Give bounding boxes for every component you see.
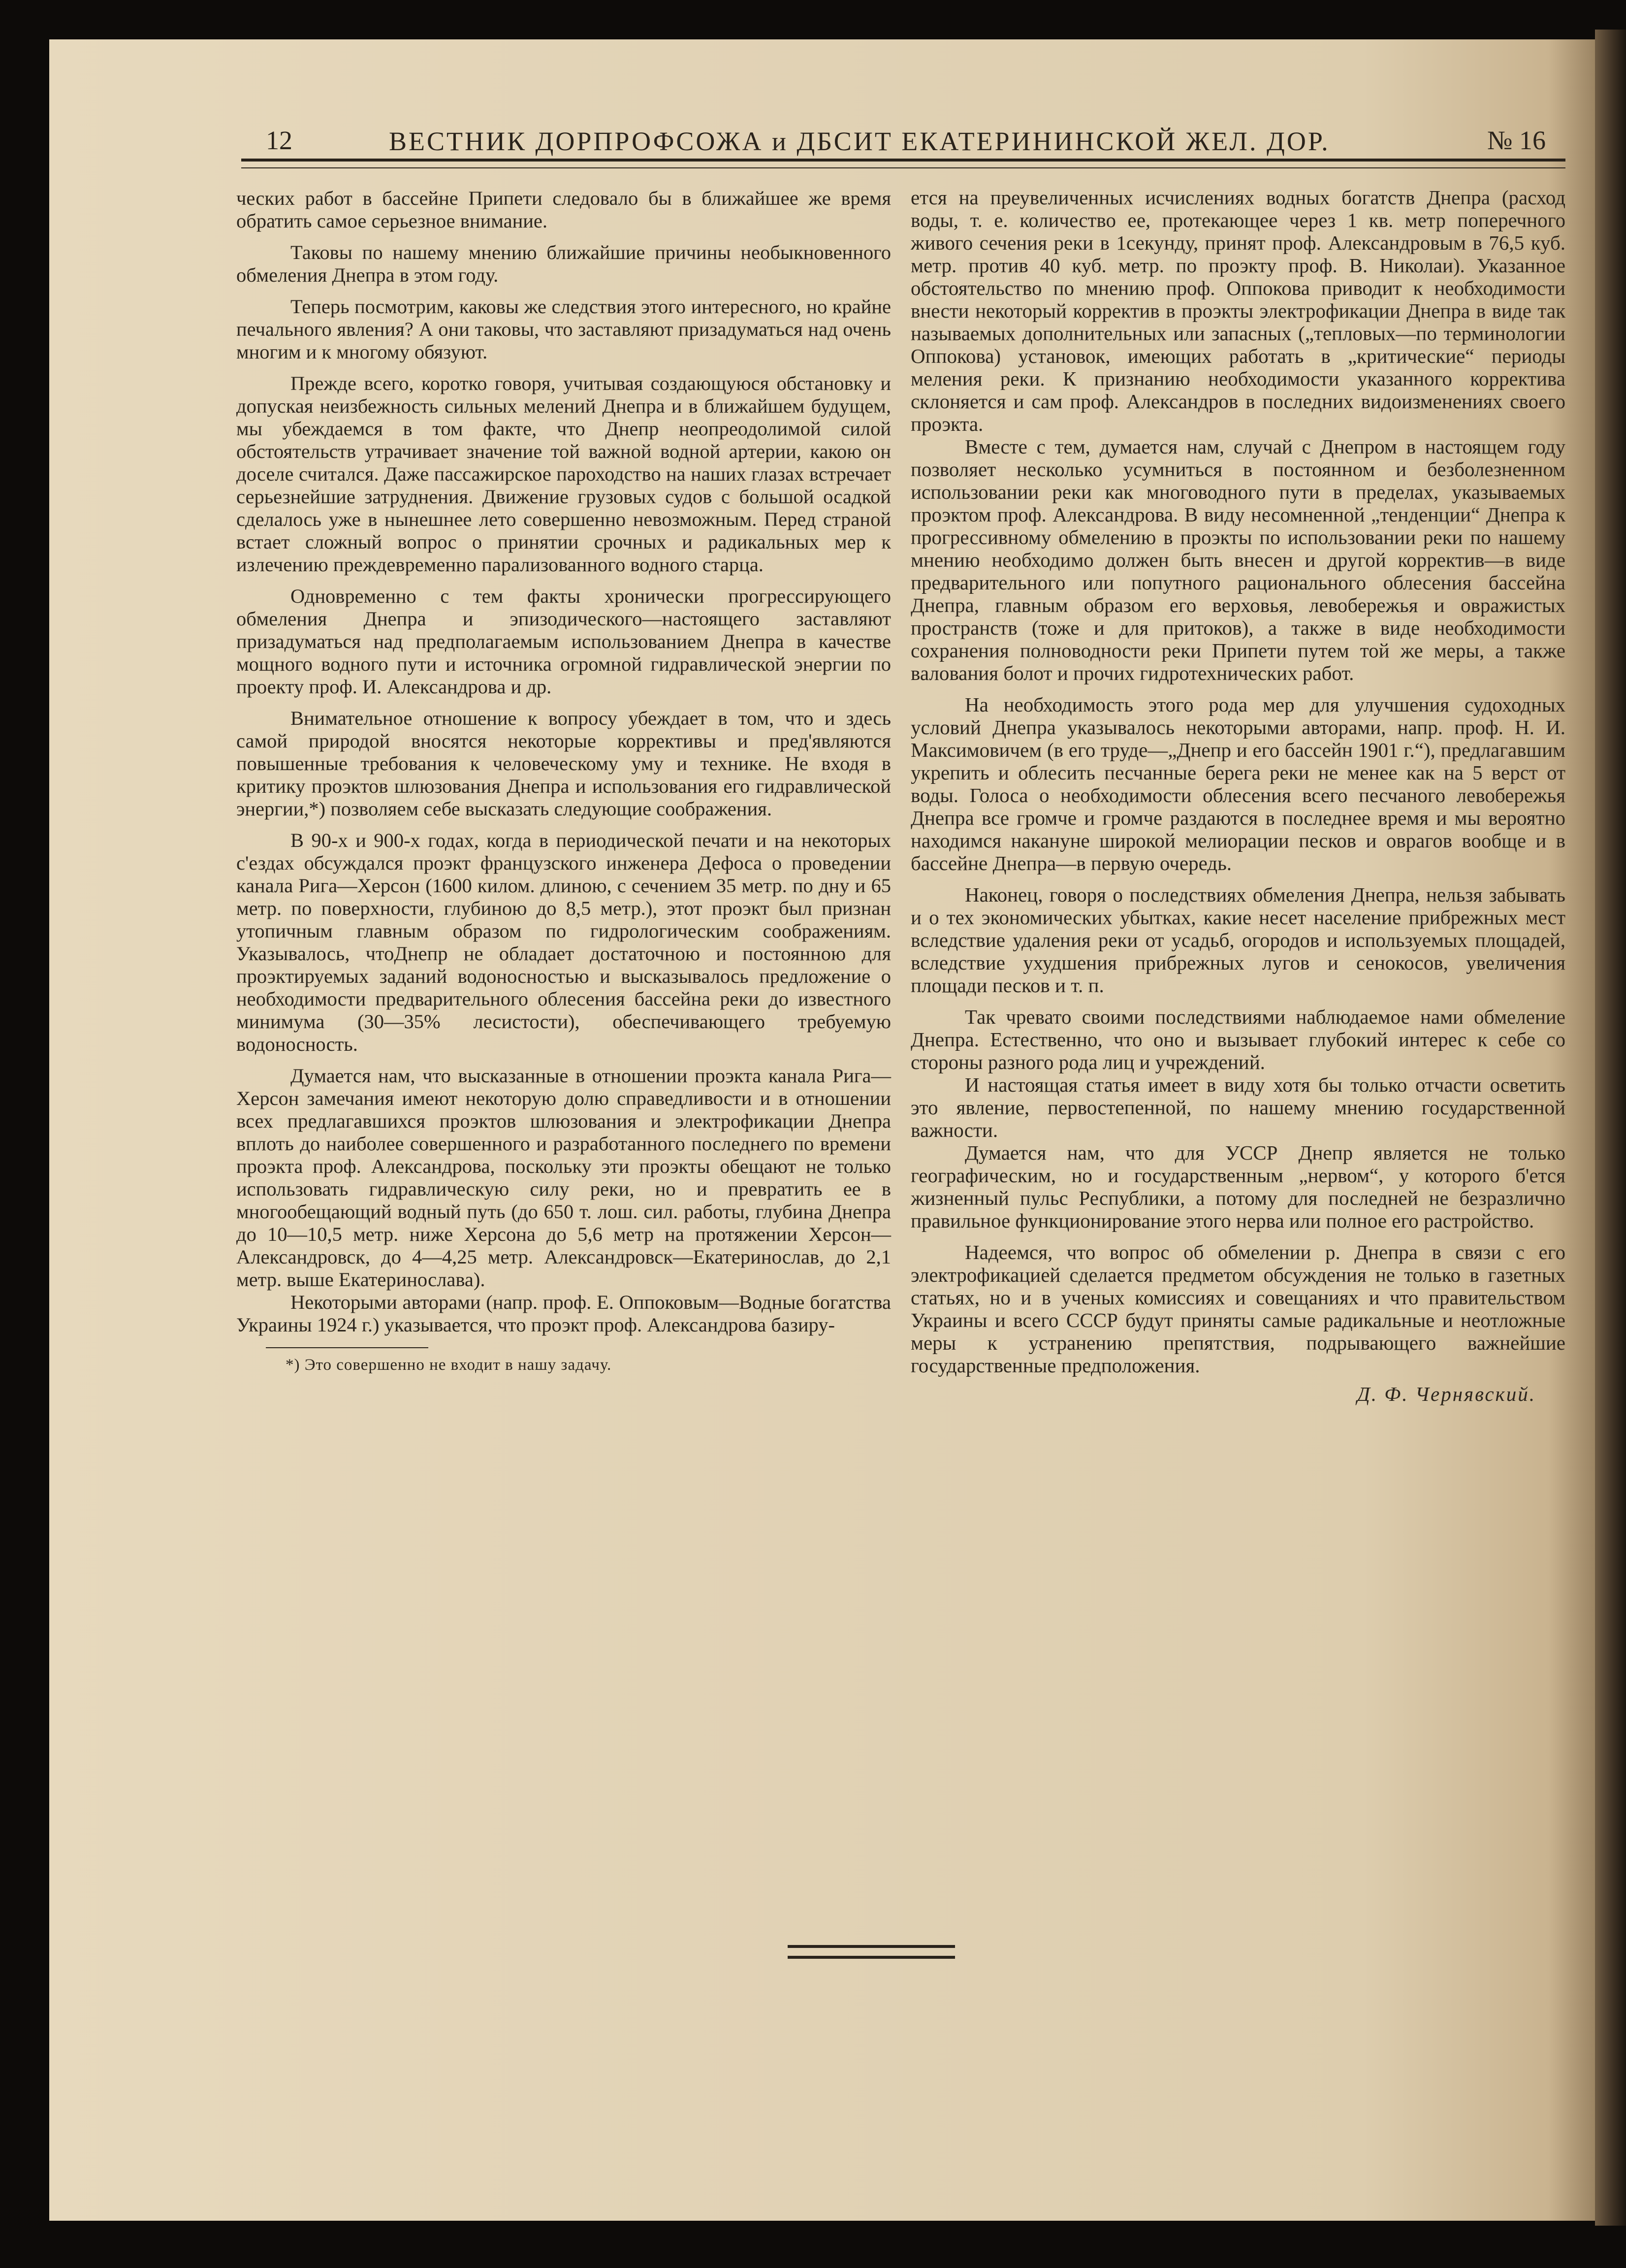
footnote-rule xyxy=(266,1347,428,1348)
issue-number: № 16 xyxy=(1487,126,1546,155)
paragraph: На необходимость этого рода мер для улучшения судоходных условий Днепра указывалось некоторыми авторами, напр. проф. Н. И. Максимовичем (в его труде—„Днепр и его бассейн 1901 г.“), предлагавшим укрепить и облесить песчанные берега реки не менее как на 5 верст от воды. Голоса о необходимости облесения всего песчаного левобережья Днепра все громче и громче раздаются в последнее время и мы вероятно находимся накануне широкой мелиорации песков и оврагов вообще и в бассейне Днепра—в первую очередь. xyxy=(911,693,1565,875)
page-number: 12 xyxy=(266,126,292,155)
paragraph: В 90-х и 900-х годах, когда в периодической печати и на некоторых с'ездах обсуждался проэкт французского инженера Дефоса о проведении канала Рига—Херсон (1600 килом. длиною, с сечением 35 метр. по дну и 65 метр. по поверхности, глубиною до 8,5 метр.), этот проэкт был признан утопичным главным образом по гидрологическим соображениям. Указывалось, чтоДнепр не обладает достаточною и постоянною для проэктируемых заданий водоносностью и высказывалось предложение о необходимости предварительного облесения бассейна реки до известного минимума (30—35% лесистости), обеспечивающего требуемую водоносность. xyxy=(236,829,891,1055)
right-column xyxy=(911,186,1565,1405)
paragraph: Некоторыми авторами (напр. проф. Е. Оппоковым—Водные богатства Украины 1924 г.) указывается, что проэкт проф. Александрова базиру- xyxy=(236,1291,891,1336)
footnote: *) Это совершенно не входит в нашу задачу. xyxy=(286,1356,612,1374)
paragraph: Теперь посмотрим, каковы же следствия этого интересного, но крайне печального явления? А они таковы, что заставляют призадуматься над очень многим и к многому обязуют. xyxy=(236,295,891,363)
page-header xyxy=(241,123,1561,162)
header-rule xyxy=(241,159,1565,168)
left-column xyxy=(236,187,891,1375)
paragraph: Надеемся, что вопрос об обмелении р. Днепра в связи с его электрофикацией сделается предметом обсуждения не только в газетных статьях, но и в ученых комиссиях и совещаниях и что правительством Украины и всего СССР будут приняты самые радикальные и неотложные меры к устранению препятствия, подрывающего важнейшие государственные предположения. xyxy=(911,1241,1565,1377)
paragraph: Внимательное отношение к вопросу убеждает в том, что и здесь самой природой вносятся некоторые коррективы и пред'являются повышенные требования к человеческому уму и технике. Не входя в критику проэктов шлюзования Днепра и использования его гидравлической энергии,*) позволяем себе высказать следующие соображения. xyxy=(236,707,891,820)
paragraph: Наконец, говоря о последствиях обмеления Днепра, нельзя забывать и о тех экономических убытках, какие несет население прибрежных мест вследствие удаления реки от усадьб, огородов и используемых площадей, вследствие ухудшения прибрежных лугов и сенокосов, увеличения площади песков и т. п. xyxy=(911,883,1565,997)
paragraph: Думается нам, что высказанные в отношении проэкта канала Рига—Херсон замечания имеют некоторую долю справедливости и в отношении всех предлагавшихся проэктов шлюзования и электрофикации Днепра вплоть до наиболее совершенного и разработанного последнего по времени проэкта проф. Александрова, поскольку эти проэкты обещают не только использовать гидравлическую силу реки, но и превратить ее в многообещающий водный путь (до 650 т. лош. сил. работы, глубина Днепра до 10—10,5 метр. ниже Херсона до 5,6 метр на протяжении Херсон—Александровск, до 4—4,25 метр. Александровск—Екатеринослав, до 2,1 метр. выше Екатеринослава). xyxy=(236,1065,891,1291)
binding-spine xyxy=(1595,30,1626,2226)
paragraph: ется на преувеличенных исчислениях водных богатств Днепра (расход воды, т. е. количество ее, протекающее через 1 кв. метр поперечного живого сечения реки в 1секунду, принят проф. Александровым в 76,5 куб. метр. против 40 куб. метр. по проэкту проф. В. Николаи). Указанное обстоятельство по мнению проф. Оппокова приводит к необходимости внести некоторый корректив в проэкты электрофикации Днепра в виде так называемых дополнительных или запасных („тепловых—по терминологии Оппокова) установок, имеющих работать в „критические“ периоды меления реки. К признанию необходимости указанного корректива склоняется и сам проф. Александров в последних видоизменениях своего проэкта. xyxy=(911,186,1565,435)
paragraph: Таковы по нашему мнению ближайшие причины необыкновенного обмеления Днепра в этом году. xyxy=(236,241,891,286)
paragraph: Так чревато своими последствиями наблюдаемое нами обмеление Днепра. Естественно, что оно и вызывает глубокий интерес к себе со стороны разного рода лиц и учреждений. xyxy=(911,1005,1565,1073)
paragraph: Думается нам, что для УССР Днепр является не только географическим, но и государственным „нервом“, у которого б'ется жизненный пульс Республики, а потому для последней не безразлично правильное функционирование этого нерва или полное его растройство. xyxy=(911,1141,1565,1232)
article-end-rule xyxy=(788,1945,955,1959)
paragraph: Вместе с тем, думается нам, случай с Днепром в настоящем году позволяет несколько усумниться в постоянном и безболезненном использовании реки как многоводного пути в пределах, указываемых проэктом проф. Александрова. В виду несомненной „тенденции“ Днепра к прогрессивному обмелению в проэкты по использовании реки по нашему мнению необходимо должен быть внесен и другой корректив—в виде предварительного или попутного рационального облесения бассейна Днепра, главным образом его верховья, левобережья и овражистых пространств (тоже и для притоков), а также в виде необходимости сохранения полноводности реки Припети путем той же меры, а также валования болот и прочих гидротехнических работ. xyxy=(911,435,1565,684)
paragraph: Одновременно с тем факты хронически прогрессирующего обмеления Днепра и эпизодического—настоящего заставляют призадуматься над предполагаемым использованием Днепра в качестве мощного водного пути и источника огромной гидравлической энергии по проекту проф. И. Александрова и др. xyxy=(236,585,891,698)
author-signature: Д. Ф. Чернявский. xyxy=(1357,1383,1536,1405)
paragraph: И настоящая статья имеет в виду хотя бы только отчасти осветить это явление, первостепенной, по нашему мнению государственной важности. xyxy=(911,1073,1565,1141)
journal-title: ВЕСТНИК ДОРПРОФСОЖА и ДБСИТ ЕКАТЕРИНИНСКОЙ ЖЕЛ. ДОР. xyxy=(389,127,1330,156)
paragraph: Прежде всего, коротко говоря, учитывая создающуюся обстановку и допуская неизбежность сильных мелений Днепра и в ближайшем будущем, мы убеждаемся в том факте, что Днепр неопреодолимой силой обстоятельств утрачивает значение той важной водной артерии, какою он доселе считался. Даже пассажирское пароходство на наших глазах встречает серьезнейшие затруднения. Движение грузовых судов с большой осадкой сделалось уже в нынешнее лето совершенно невозможным. Перед страной встает сложный вопрос о принятии срочных и радикальных мер к излечению преждевременно парализованного водного старца. xyxy=(236,372,891,576)
paragraph: ческих работ в бассейне Припети следовало бы в ближайшее же время обратить самое серьезное внимание. xyxy=(236,187,891,232)
